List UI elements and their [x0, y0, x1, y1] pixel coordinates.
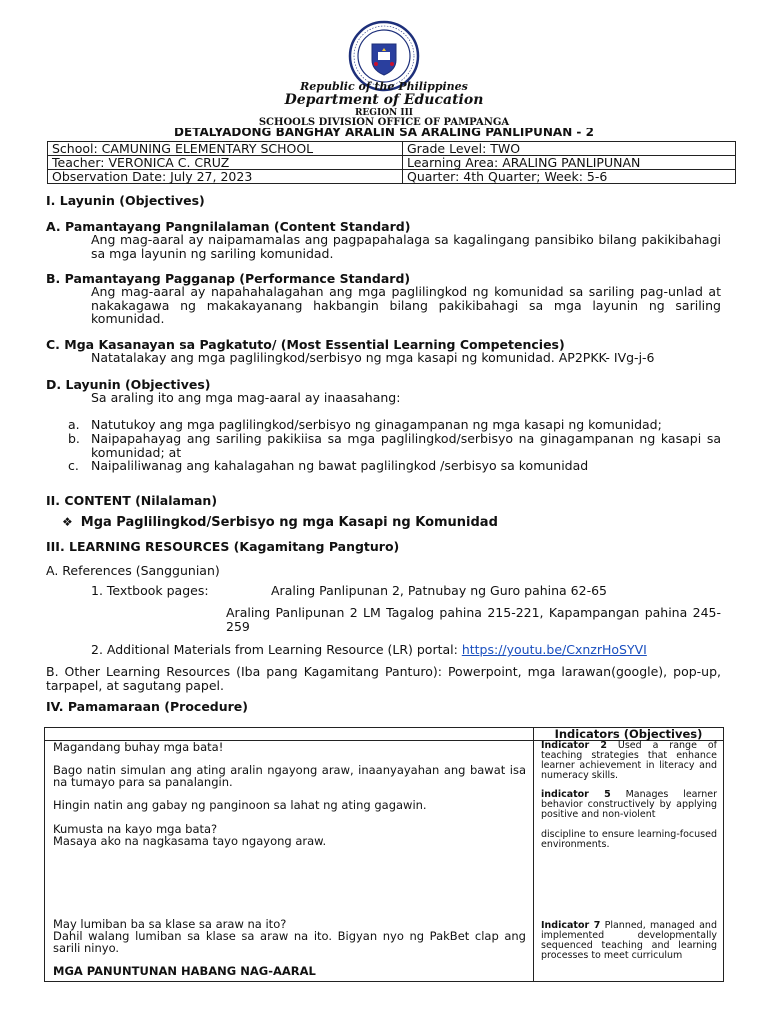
school-cell: School: CAMUNING ELEMENTARY SCHOOL — [48, 142, 403, 156]
procedure-table — [44, 727, 724, 982]
division-text: SCHOOLS DIVISION OFFICE OF PAMPANGA — [258, 117, 510, 128]
competencies-text: Natatalakay ang mga paglilingkod/serbisyo ng mga kasapi ng komunidad. AP2PKK- IVg-j-6 — [91, 350, 655, 365]
quarter-cell: Quarter: 4th Quarter; Week: 5-6 — [403, 170, 736, 184]
indicator-5-label: indicator 5 — [541, 789, 611, 800]
objective-letter: b. — [68, 431, 80, 446]
objective-letter: c. — [68, 458, 79, 473]
greeting-question: Kumusta na kayo mga bata? — [53, 822, 218, 836]
attendance-response: Dahil walang lumiban sa klase sa araw na ito. Bigyan nyo ng PakBet clap ang sarili ninyo. — [53, 929, 526, 955]
portal-link[interactable]: https://youtu.be/CxnzrHoSYVI — [461, 642, 647, 657]
indicator-5-text: Manages learner behavior constructively by applying positive and non-violent — [541, 789, 717, 820]
performance-standard-text: Ang mag-aaral ay napahahalagahan ang mga paglilingkod ng komunidad sa sariling pag-unlad at nakakagawa ng makakayanang hakbangin bilang pakikibahagi sa mga layunin ng sariling komunidad. — [91, 284, 721, 326]
indicator-7-label: Indicator 7 — [541, 920, 601, 931]
content-heading: II. CONTENT (Nilalaman) — [46, 493, 218, 508]
class-rules-heading: MGA PANUNTUNAN HABANG NAG-AARAL — [53, 964, 316, 978]
performance-standard-title: B. Pamantayang Pagganap (Performance Standard) — [46, 271, 411, 286]
indicator-5-continued: discipline to ensure learning-focused environments. — [541, 829, 717, 850]
content-topic: Mga Paglilingkod/Serbisyo ng mga Kasapi ng Komunidad — [80, 515, 498, 530]
date-cell: Observation Date: July 27, 2023 — [48, 170, 403, 184]
textbook-ref-2: Araling Panlipunan 2 LM Tagalog pahina 215-221, Kapampangan pahina 245-259 — [226, 605, 721, 634]
content-standard-title: A. Pamantayang Pangnilalaman (Content Standard) — [46, 219, 411, 234]
grade-cell: Grade Level: TWO — [403, 142, 736, 156]
textbook-ref-1: Araling Panlipunan 2, Patnubay ng Guro pahina 62-65 — [271, 583, 608, 598]
objective-item: Naipapahayag ang sariling pakikiisa sa mga paglilingkod/serbisyo na ginagampanan ng kasapi sa komunidad; at — [91, 431, 721, 460]
indicator-2-label: Indicator 2 — [541, 740, 607, 751]
objectives-heading: I. Layunin (Objectives) — [46, 193, 205, 208]
diamond-bullet-icon: ❖ — [62, 515, 73, 529]
textbook-label: 1. Textbook pages: — [91, 583, 209, 598]
attendance-question: May lumiban ba sa klase sa araw na ito? — [53, 917, 287, 931]
objectives-d-text: Sa araling ito ang mga mag-aaral ay inaasahang: — [91, 390, 401, 405]
region-text: REGION III — [354, 108, 414, 118]
other-resources: B. Other Learning Resources (Iba pang Kagamitang Panturo): Powerpoint, mga larawan(google), pop-up, tarpapel, at sagutang papel. — [46, 664, 721, 693]
content-standard-text: Ang mag-aaral ay naipamamalas ang pagpapahalaga sa kagalingang pansibiko bilang pakikibahagi sa mga layunin ng sariling komunidad. — [91, 232, 721, 261]
column-divider — [533, 728, 534, 981]
department-name: Department of Education — [284, 92, 484, 108]
republic-text: Republic of the Philippines — [300, 80, 468, 93]
objective-letter: a. — [68, 417, 80, 432]
objective-item: Naipaliliwanag ang kahalagahan ng bawat paglilingkod /serbisyo sa komunidad — [91, 458, 589, 473]
objectives-d-title: D. Layunin (Objectives) — [46, 377, 211, 392]
resources-heading: III. LEARNING RESOURCES (Kagamitang Pangturo) — [46, 539, 400, 554]
objective-item: Natutukoy ang mga paglilingkod/serbisyo ng ginagampanan ng mga kasapi ng komunidad; — [91, 417, 662, 432]
guidance-line: Hingin natin ang gabay ng panginoon sa lahat ng ating gagawin. — [53, 798, 427, 812]
content-topic-line — [62, 516, 498, 529]
greeting-line: Magandang buhay mga bata! — [53, 740, 224, 754]
references-label: A. References (Sanggunian) — [46, 563, 220, 578]
additional-materials — [91, 643, 647, 656]
happy-line: Masaya ako na nagkasama tayo ngayong araw. — [53, 834, 327, 848]
info-table — [47, 141, 736, 184]
competencies-title: C. Mga Kasanayan sa Pagkatuto/ (Most Essential Learning Competencies) — [46, 337, 565, 352]
document-title: DETALYADONG BANGHAY ARALIN SA ARALING PANLIPUNAN - 2 — [174, 128, 594, 139]
additional-label: 2. Additional Materials from Learning Resource (LR) portal: — [91, 642, 462, 657]
indicator-2 — [541, 741, 717, 781]
indicator-5 — [541, 790, 717, 820]
indicator-7 — [541, 921, 717, 961]
indicator-2-text: Used a range of teaching strategies that enhance learner achievement in literacy and numeracy skills. — [541, 740, 717, 781]
area-cell: Learning Area: ARALING PANLIPUNAN — [403, 156, 736, 170]
teacher-cell: Teacher: VERONICA C. CRUZ — [48, 156, 403, 170]
procedure-heading: IV. Pamamaraan (Procedure) — [46, 699, 248, 714]
prayer-invitation: Bago natin simulan ang ating aralin ngayong araw, inaanyayahan ang bawat isa na tumayo para sa panalangin. — [53, 763, 526, 789]
indicators-column-header: Indicators (Objectives) — [554, 727, 703, 741]
indicator-7-text: Planned, managed and implemented developmentally sequenced teaching and learning processes to meet curriculum — [541, 920, 717, 961]
